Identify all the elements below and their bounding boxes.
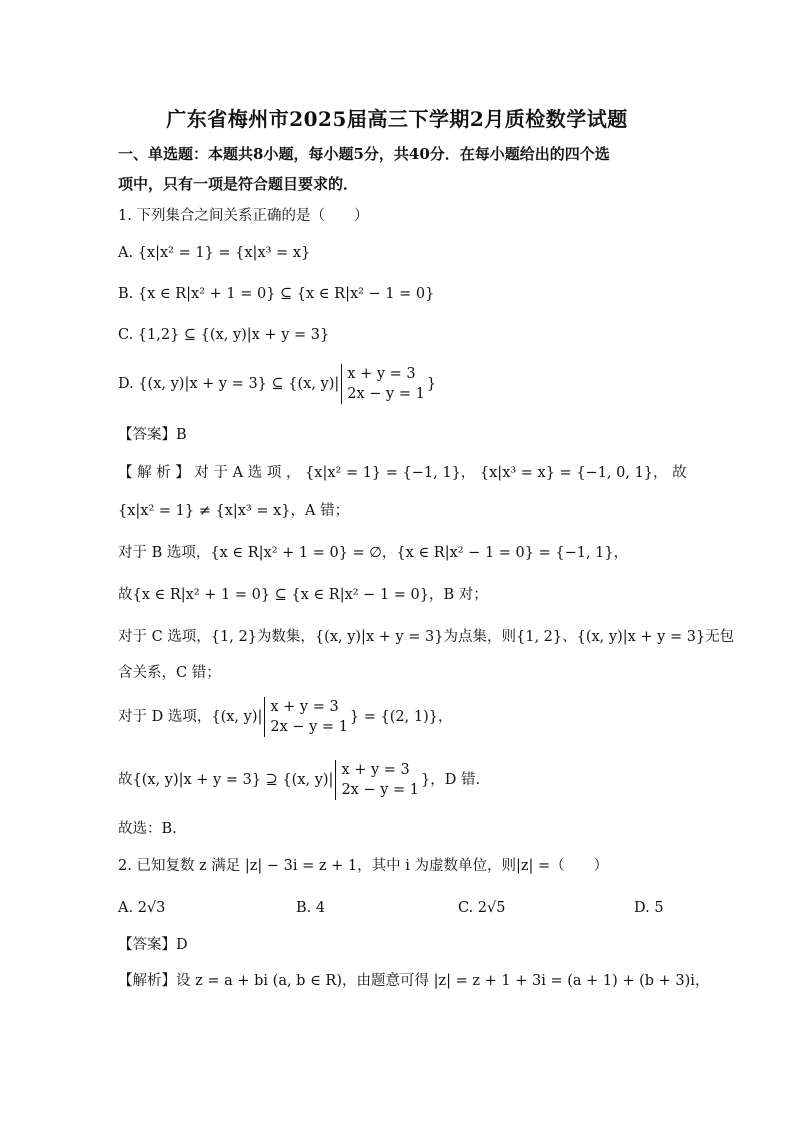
q1-option-d-prefix: D. {(x, y)|x + y = 3} ⊆ {(x, y)| — [118, 376, 340, 392]
q1-option-d-suffix: } — [426, 376, 437, 392]
q2-option-a: A. 2√3 — [118, 900, 166, 916]
system-eq2: 2x − y = 1 — [347, 386, 425, 402]
system-eq1: x + y = 3 — [270, 699, 339, 715]
q1-option-b: B. {x ∈ R|x² + 1 = 0} ⊆ {x ∈ R|x² − 1 = 0} — [118, 286, 435, 302]
q2-stem: 2. 已知复数 z 满足 |z| − 3i = z + 1，其中 i 为虚数单位，则|z| =（ ） — [118, 858, 609, 874]
q1-analysis-7 — [118, 697, 452, 737]
q1-analysis-8-system — [335, 760, 419, 800]
q1-answer: 【答案】B — [118, 427, 187, 443]
page-title: 广东省梅州市2025届高三下学期2月质检数学试题 — [166, 107, 628, 131]
q1-option-d — [118, 364, 436, 404]
q1-stem: 1. 下列集合之间关系正确的是（ ） — [118, 208, 369, 224]
q1-analysis-6: 含关系，C 错； — [118, 665, 221, 681]
q1-analysis-8-suffix: }，D 错. — [421, 772, 481, 788]
q2-option-b: B. 4 — [296, 900, 326, 916]
q1-option-a: A. {x|x² = 1} = {x|x³ = x} — [118, 245, 311, 261]
system-eq2: 2x − y = 1 — [270, 719, 348, 735]
q1-analysis-1: 【 解 析 】 对 于 A 选 项 ， {x|x² = 1} = {−1, 1}， {x|x³ = x} = {−1, 0, 1}， 故 — [118, 465, 687, 481]
system-eq1: x + y = 3 — [347, 366, 416, 382]
q1-option-d-system — [341, 364, 425, 404]
q1-option-c: C. {1,2} ⊆ {(x, y)|x + y = 3} — [118, 327, 330, 343]
system-eq2: 2x − y = 1 — [341, 782, 420, 798]
q2-analysis-1: 【解析】设 z = a + bi (a, b ∈ R)，由题意可得 |z| = z + 1 + 3i = (a + 1) + (b + 3)i， — [118, 973, 710, 989]
q1-analysis-2: {x|x² = 1} ≠ {x|x³ = x}，A 错； — [118, 503, 350, 519]
q1-analysis-7-system — [264, 697, 348, 737]
q1-analysis-5: 对于 C 选项，{1, 2}为数集，{(x, y)|x + y = 3}为点集，则{1, 2}、{(x, y)|x + y = 3}无包 — [118, 629, 735, 645]
section-heading-line2: 项中，只有一项是符合题目要求的． — [118, 175, 359, 193]
q1-choice: 故选：B. — [118, 821, 177, 837]
q1-analysis-8 — [118, 760, 480, 800]
q1-analysis-3: 对于 B 选项，{x ∈ R|x² + 1 = 0} = ∅，{x ∈ R|x² − 1 = 0} = {−1, 1}， — [118, 545, 629, 561]
q2-answer: 【答案】D — [118, 937, 188, 953]
q1-analysis-7-prefix: 对于 D 选项，{(x, y)| — [118, 709, 263, 725]
system-eq1: x + y = 3 — [341, 762, 410, 778]
q1-analysis-7-suffix: } = {(2, 1)}， — [349, 709, 453, 725]
q2-option-c: C. 2√5 — [458, 900, 506, 916]
q1-analysis-4: 故{x ∈ R|x² + 1 = 0} ⊆ {x ∈ R|x² − 1 = 0}，B 对； — [118, 587, 488, 603]
q1-analysis-8-prefix: 故{(x, y)|x + y = 3} ⊇ {(x, y)| — [118, 772, 334, 788]
q2-option-d: D. 5 — [634, 900, 664, 916]
section-heading-line1: 一、单选题：本题共8小题，每小题5分，共40分．在每小题给出的四个选 — [118, 145, 610, 163]
